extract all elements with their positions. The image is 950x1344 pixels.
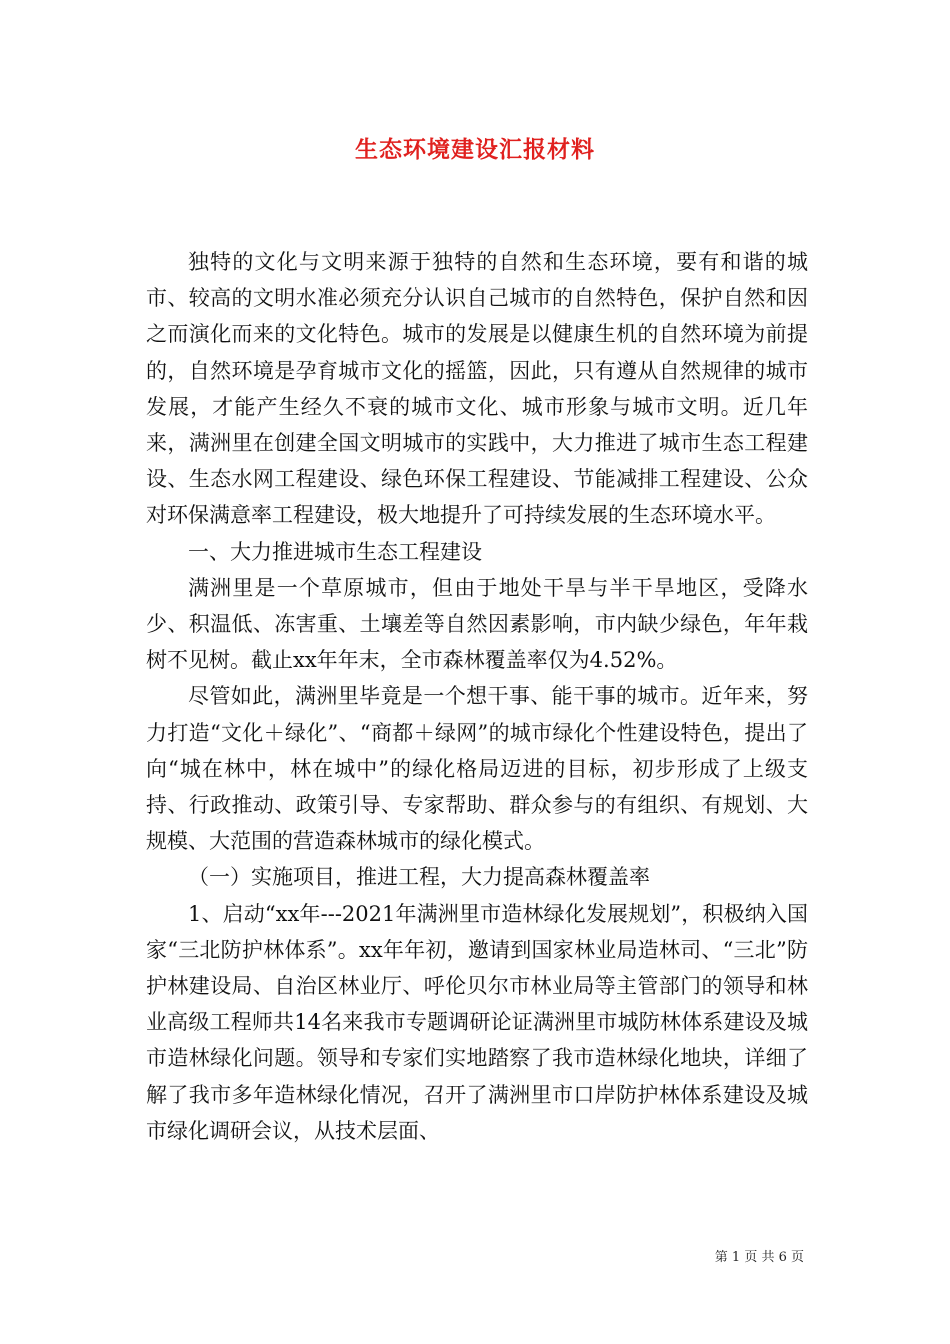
paragraph-manzhouli-grassland: 满洲里是一个草原城市，但由于地处干旱与半干旱地区，受降水少、积温低、冻害重、土壤差等自然因素影响，市内缺少绿色，年年栽树不见树。截止xx年年末，全市森林覆盖率仅为4.52%。 xyxy=(146,575,808,673)
paragraph-item-1: 1、启动“xx年---2021年满洲里市造林绿化发展规划”，积极纳入国家“三北防护林体系”。xx年年初，邀请到国家林业局造林司、“三北”防护林建设局、自治区林业厅、呼伦贝尔市林业局等主管部门的领导和林业高级工程师共14名来我市专题调研论证满洲里市城防林体系建设及城市造林绿化问题。领导和专家们实地踏察了我市造林绿化地块，详细了解了我市多年造林绿化情况，召开了满洲里市口岸防护林体系建设及城市绿化调研会议，从技术层面、 xyxy=(146,901,808,1143)
paragraph-despite: 尽管如此，满洲里毕竟是一个想干事、能干事的城市。近年来，努力打造“文化＋绿化”、“商都＋绿网”的城市绿化个性建设特色，提出了向“城在林中，林在城中”的绿化格局迈进的目标，初步形成了上级支持、行政推动、政策引导、专家帮助、群众参与的有组织、有规划、大规模、大范围的营造森林城市的绿化模式。 xyxy=(146,684,808,854)
subsection-heading-1: （一）实施项目，推进工程，大力提高森林覆盖率 xyxy=(188,865,650,890)
document-body xyxy=(146,244,808,1149)
page-number-footer: 第 1 页 共 6 页 xyxy=(714,1250,804,1265)
document-title: 生态环境建设汇报材料 xyxy=(355,136,595,163)
paragraph-intro: 独特的文化与文明来源于独特的自然和生态环境，要有和谐的城市、较高的文明水准必须充分认识自己城市的自然特色，保护自然和因之而演化而来的文化特色。城市的发展是以健康生机的自然环境为前提的，自然环境是孕育城市文化的摇篮，因此，只有遵从自然规律的城市发展，才能产生经久不衰的城市文化、城市形象与城市文明。近几年来，满洲里在创建全国文明城市的实践中，大力推进了城市生态工程建设、生态水网工程建设、绿色环保工程建设、节能减排工程建设、公众对环保满意率工程建设，极大地提升了可持续发展的生态环境水平。 xyxy=(146,250,808,528)
section-heading-1: 一、大力推进城市生态工程建设 xyxy=(188,539,482,564)
